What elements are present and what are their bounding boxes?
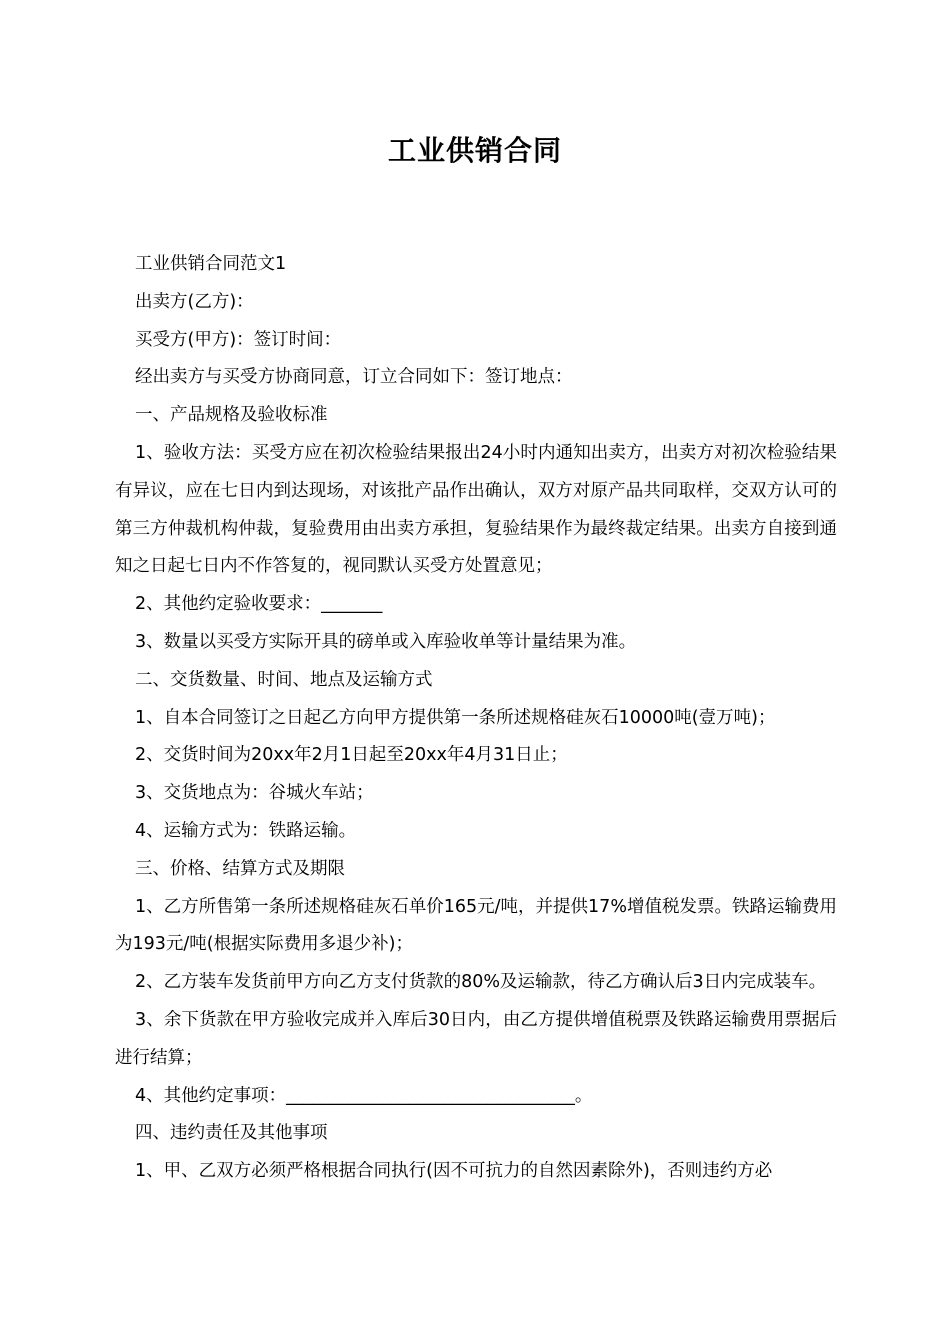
paragraph-3-2: 2、乙方装车发货前甲方向乙方支付货款的80%及运输款，待乙方确认后3日内完成装车。 — [135, 972, 827, 993]
paragraph-4-1: 1、甲、乙双方必须严格根据合同执行(因不可抗力的自然因素除外)，否则违约方必 — [135, 1161, 773, 1182]
section-heading-2: 二、交货数量、时间、地点及运输方式 — [135, 669, 433, 690]
paragraph-3-1: 1、乙方所售第一条所述规格硅灰石单价165元/吨，并提供17%增值税发票。铁路运输费用为193元/吨(根据实际费用多退少补)； — [115, 896, 837, 955]
paragraph-seller: 出卖方(乙方)： — [135, 291, 254, 312]
paragraph-2-4: 4、运输方式为：铁路运输。 — [135, 820, 357, 841]
paragraph-agreement: 经出卖方与买受方协商同意，订立合同如下：签订地点： — [135, 367, 573, 388]
paragraph-3-3: 3、余下货款在甲方验收完成并入库后30日内，由乙方提供增值税票及铁路运输费用票据后进行结算； — [115, 1009, 837, 1068]
section-heading-3: 三、价格、结算方式及期限 — [135, 858, 345, 879]
document-body — [115, 246, 837, 1191]
section-heading-1: 一、产品规格及验收标准 — [135, 405, 328, 426]
paragraph-1-3: 3、数量以买受方实际开具的磅单或入库验收单等计量结果为准。 — [135, 631, 637, 652]
section-heading-4: 四、违约责任及其他事项 — [135, 1123, 328, 1144]
paragraph-3-4: 4、其他约定事项：_________________________________。 — [135, 1085, 593, 1106]
paragraph-2-1: 1、自本合同签订之日起乙方向甲方提供第一条所述规格硅灰石10000吨(壹万吨)； — [135, 707, 776, 728]
paragraph-2-2: 2、交货时间为20xx年2月1日起至20xx年4月31日止； — [135, 745, 568, 766]
paragraph-buyer: 买受方(甲方)：签订时间： — [135, 329, 342, 350]
paragraph-1-1: 1、验收方法：买受方应在初次检验结果报出24小时内通知出卖方，出卖方对初次检验结果有异议，应在七日内到达现场，对该批产品作出确认，双方对原产品共同取样，交双方认可的第三方仲裁机构仲裁，复验费用由出卖方承担，复验结果作为最终裁定结果。出卖方自接到通知之日起七日内不作答复的，视同默认买受方处置意见； — [115, 442, 837, 577]
paragraph-2-3: 3、交货地点为：谷城火车站； — [135, 783, 374, 804]
paragraph-1-2: 2、其他约定验收要求：_______ — [135, 594, 383, 615]
document-title: 工业供销合同 — [387, 134, 562, 167]
paragraph-intro: 工业供销合同范文1 — [135, 254, 287, 274]
